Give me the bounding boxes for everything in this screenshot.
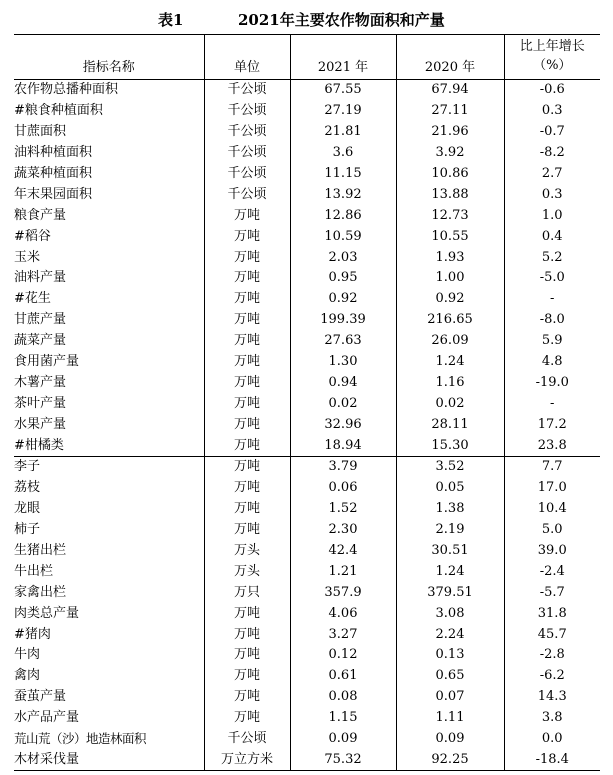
cell-growth-rate: -18.4	[504, 750, 600, 771]
table-row	[14, 372, 600, 393]
cell-value-2020: 1.11	[396, 708, 504, 729]
cell-value-2021: 0.92	[290, 289, 396, 310]
cell-indicator-name: 水果产量	[14, 414, 204, 435]
cell-growth-rate: 5.9	[541, 333, 563, 349]
cell-unit: 万吨	[204, 414, 290, 435]
cell-value-2020: 21.96	[396, 122, 504, 143]
cell-value-2021: 27.19	[290, 101, 396, 122]
cell-value-2021: 1.15	[290, 708, 396, 729]
cell-unit: 万吨	[204, 247, 290, 268]
cell-value-2020: 2.19	[396, 520, 504, 541]
cell-indicator-name: 家禽出栏	[14, 582, 204, 603]
cell-growth-rate: -6.2	[539, 668, 565, 684]
cell-unit: 万吨	[204, 268, 290, 289]
cell-value-2020: 10.86	[396, 164, 504, 185]
table-row	[14, 687, 600, 708]
cell-unit: 万吨	[204, 666, 290, 687]
cell-value-2020: 0.13	[396, 645, 504, 666]
cell-indicator-name: 玉米	[14, 247, 204, 268]
cell-unit: 万吨	[204, 603, 290, 624]
cell-value-2021: 3.6	[290, 143, 396, 164]
cell-value-2020: 2.24	[396, 624, 504, 645]
cell-unit: 千公顷	[204, 122, 290, 143]
cell-growth-rate: 31.8	[537, 605, 567, 621]
table-row	[14, 478, 600, 499]
table-row	[14, 414, 600, 435]
cell-indicator-name: 粮食产量	[14, 205, 204, 226]
cell-value-2020: 0.02	[396, 393, 504, 414]
column-header-2020: 2020 年	[396, 35, 504, 80]
cell-unit: 万吨	[204, 645, 290, 666]
cell-value-2021: 2.30	[290, 520, 396, 541]
table-number: 表1	[158, 11, 184, 29]
cell-unit: 千公顷	[204, 80, 290, 101]
table-row	[14, 541, 600, 562]
cell-unit: 万头	[204, 541, 290, 562]
cell-growth-rate: -0.7	[539, 124, 565, 140]
cell-indicator-name: 荔枝	[14, 478, 204, 499]
cell-value-2020: 30.51	[396, 541, 504, 562]
cell-indicator-name: 木材采伐量	[14, 750, 204, 771]
cell-value-2021: 0.94	[290, 372, 396, 393]
cell-growth-rate: -0.6	[539, 82, 565, 98]
cell-value-2020: 26.09	[396, 331, 504, 352]
cell-unit: 万吨	[204, 205, 290, 226]
cell-indicator-name: 蔬菜种植面积	[14, 164, 204, 185]
cell-growth-rate: -	[550, 395, 555, 411]
cell-indicator-name: 龙眼	[14, 499, 204, 520]
cell-value-2020: 0.07	[396, 687, 504, 708]
cell-value-2021: 18.94	[290, 435, 396, 456]
cell-unit: 万吨	[204, 708, 290, 729]
table-row	[14, 603, 600, 624]
cell-unit: 万吨	[204, 372, 290, 393]
cell-growth-rate: 0.4	[541, 228, 563, 244]
column-header-name: 指标名称	[14, 35, 204, 80]
cell-indicator-name: 年末果园面积	[14, 184, 204, 205]
cell-value-2021: 0.61	[290, 666, 396, 687]
table-row	[14, 666, 600, 687]
cell-value-2021: 357.9	[290, 582, 396, 603]
crop-statistics-table	[14, 34, 600, 771]
table-row	[14, 226, 600, 247]
cell-indicator-name: 肉类总产量	[14, 603, 204, 624]
cell-indicator-name: #稻谷	[14, 226, 204, 247]
cell-value-2021: 13.92	[290, 184, 396, 205]
cell-indicator-name: 农作物总播种面积	[14, 80, 204, 101]
table-body	[14, 80, 600, 771]
cell-unit: 万吨	[204, 624, 290, 645]
table-row	[14, 750, 600, 771]
cell-indicator-name: 生猪出栏	[14, 541, 204, 562]
cell-value-2021: 3.79	[290, 457, 396, 478]
cell-growth-rate: -8.0	[539, 312, 565, 328]
cell-growth-rate: 45.7	[537, 626, 567, 642]
cell-unit: 万吨	[204, 435, 290, 456]
cell-growth-rate: -5.0	[539, 270, 565, 286]
cell-growth-rate: -2.8	[539, 647, 565, 663]
cell-unit: 千公顷	[204, 184, 290, 205]
cell-unit: 千公顷	[204, 143, 290, 164]
table-row	[14, 164, 600, 185]
cell-indicator-name: 食用菌产量	[14, 352, 204, 373]
cell-growth-rate: 5.2	[541, 249, 563, 265]
cell-indicator-name: 甘蔗产量	[14, 310, 204, 331]
cell-value-2020: 1.00	[396, 268, 504, 289]
cell-indicator-name: 茶叶产量	[14, 393, 204, 414]
cell-value-2020: 3.52	[396, 457, 504, 478]
cell-indicator-name: #花生	[14, 289, 204, 310]
table-row	[14, 393, 600, 414]
cell-value-2020: 0.65	[396, 666, 504, 687]
cell-value-2020: 92.25	[396, 750, 504, 771]
cell-value-2021: 3.27	[290, 624, 396, 645]
cell-value-2021: 4.06	[290, 603, 396, 624]
cell-value-2020: 28.11	[396, 414, 504, 435]
cell-value-2020: 15.30	[396, 435, 504, 456]
cell-indicator-name: 李子	[14, 457, 204, 478]
cell-unit: 万头	[204, 561, 290, 582]
cell-unit: 万吨	[204, 289, 290, 310]
cell-growth-rate: 0.3	[541, 103, 563, 119]
cell-indicator-name: #柑橘类	[14, 435, 204, 456]
table-row	[14, 729, 600, 750]
column-header-growth: 比上年增长（%）	[519, 39, 585, 73]
cell-value-2021: 0.95	[290, 268, 396, 289]
cell-unit: 千公顷	[204, 164, 290, 185]
cell-growth-rate: -	[550, 291, 555, 307]
cell-growth-rate: 14.3	[537, 689, 567, 705]
table-row	[14, 582, 600, 603]
cell-growth-rate: 23.8	[537, 437, 567, 453]
cell-indicator-name: 木薯产量	[14, 372, 204, 393]
cell-value-2020: 0.05	[396, 478, 504, 499]
cell-value-2021: 27.63	[290, 331, 396, 352]
cell-value-2021: 0.12	[290, 645, 396, 666]
cell-unit: 千公顷	[204, 101, 290, 122]
cell-indicator-name: 牛肉	[14, 645, 204, 666]
cell-value-2020: 27.11	[396, 101, 504, 122]
table-row	[14, 143, 600, 164]
table-row	[14, 101, 600, 122]
cell-value-2021: 10.59	[290, 226, 396, 247]
cell-growth-rate: 39.0	[537, 543, 567, 559]
cell-unit: 万吨	[204, 457, 290, 478]
table-row	[14, 708, 600, 729]
cell-value-2021: 42.4	[290, 541, 396, 562]
cell-growth-rate: -2.4	[539, 563, 565, 579]
cell-unit: 万吨	[204, 352, 290, 373]
cell-unit: 万吨	[204, 499, 290, 520]
cell-value-2021: 67.55	[290, 80, 396, 101]
column-header-2021: 2021 年	[290, 35, 396, 80]
cell-value-2021: 199.39	[290, 310, 396, 331]
cell-unit: 万吨	[204, 331, 290, 352]
cell-indicator-name: 禽肉	[14, 666, 204, 687]
cell-value-2020: 0.92	[396, 289, 504, 310]
cell-growth-rate: 3.8	[541, 710, 563, 726]
table-row	[14, 352, 600, 373]
cell-value-2020: 3.92	[396, 143, 504, 164]
cell-indicator-name: 水产品产量	[14, 708, 204, 729]
cell-unit: 万只	[204, 582, 290, 603]
cell-indicator-name: #粮食种植面积	[14, 101, 204, 122]
cell-indicator-name: 油料种植面积	[14, 143, 204, 164]
cell-unit: 万吨	[204, 393, 290, 414]
table-row	[14, 80, 600, 101]
cell-value-2020: 1.93	[396, 247, 504, 268]
cell-growth-rate: 10.4	[537, 501, 567, 517]
table-row	[14, 310, 600, 331]
cell-growth-rate: 1.0	[541, 207, 563, 223]
cell-growth-rate: 5.0	[541, 522, 563, 538]
cell-unit: 千公顷	[204, 729, 290, 750]
cell-value-2020: 3.08	[396, 603, 504, 624]
cell-value-2021: 1.21	[290, 561, 396, 582]
cell-value-2021: 75.32	[290, 750, 396, 771]
table-row	[14, 435, 600, 456]
cell-growth-rate: -5.7	[539, 584, 565, 600]
cell-indicator-name: 蔬菜产量	[14, 331, 204, 352]
table-header-row	[14, 35, 600, 80]
cell-indicator-name: 油料产量	[14, 268, 204, 289]
table-row	[14, 561, 600, 582]
cell-unit: 万立方米	[204, 750, 290, 771]
cell-value-2021: 2.03	[290, 247, 396, 268]
cell-indicator-name: 甘蔗面积	[14, 122, 204, 143]
cell-unit: 万吨	[204, 687, 290, 708]
cell-growth-rate: -19.0	[535, 374, 569, 390]
cell-value-2021: 21.81	[290, 122, 396, 143]
cell-unit: 万吨	[204, 226, 290, 247]
cell-growth-rate: 4.8	[541, 354, 563, 370]
cell-value-2020: 216.65	[396, 310, 504, 331]
cell-value-2021: 1.52	[290, 499, 396, 520]
cell-value-2021: 0.02	[290, 393, 396, 414]
cell-value-2020: 379.51	[396, 582, 504, 603]
cell-unit: 万吨	[204, 520, 290, 541]
cell-growth-rate: 17.0	[537, 480, 567, 496]
table-row	[14, 205, 600, 226]
column-header-unit: 单位	[204, 35, 290, 80]
table-row	[14, 499, 600, 520]
table-row	[14, 645, 600, 666]
cell-value-2021: 11.15	[290, 164, 396, 185]
cell-value-2021: 0.06	[290, 478, 396, 499]
table-row	[14, 457, 600, 478]
cell-value-2020: 13.88	[396, 184, 504, 205]
cell-indicator-name: 柿子	[14, 520, 204, 541]
cell-value-2020: 12.73	[396, 205, 504, 226]
cell-unit: 万吨	[204, 478, 290, 499]
table-row	[14, 247, 600, 268]
table-row	[14, 268, 600, 289]
table-row	[14, 122, 600, 143]
cell-value-2021: 12.86	[290, 205, 396, 226]
table-title	[0, 6, 613, 30]
table-row	[14, 331, 600, 352]
cell-value-2020: 1.38	[396, 499, 504, 520]
cell-value-2020: 1.24	[396, 352, 504, 373]
cell-value-2021: 1.30	[290, 352, 396, 373]
table-row	[14, 184, 600, 205]
cell-value-2020: 10.55	[396, 226, 504, 247]
cell-value-2021: 0.09	[290, 729, 396, 750]
cell-indicator-name: 蚕茧产量	[14, 687, 204, 708]
cell-unit: 万吨	[204, 310, 290, 331]
cell-indicator-name: 荒山荒（沙）地造林面积	[14, 729, 204, 750]
cell-value-2020: 1.24	[396, 561, 504, 582]
cell-indicator-name: 牛出栏	[14, 561, 204, 582]
cell-growth-rate: 7.7	[504, 457, 600, 478]
table-row	[14, 520, 600, 541]
table-row	[14, 289, 600, 310]
cell-growth-rate: -8.2	[539, 145, 565, 161]
cell-indicator-name: #猪肉	[14, 624, 204, 645]
cell-value-2021: 0.08	[290, 687, 396, 708]
cell-value-2020: 67.94	[396, 80, 504, 101]
cell-value-2021: 32.96	[290, 414, 396, 435]
cell-growth-rate: 2.7	[541, 166, 563, 181]
cell-value-2020: 0.09	[396, 729, 504, 750]
table-caption: 2021年主要农作物面积和产量	[238, 11, 445, 29]
cell-value-2020: 1.16	[396, 372, 504, 393]
cell-growth-rate: 0.3	[541, 186, 563, 202]
cell-growth-rate: 0.0	[541, 731, 563, 747]
table-row	[14, 624, 600, 645]
cell-growth-rate: 17.2	[537, 416, 567, 432]
